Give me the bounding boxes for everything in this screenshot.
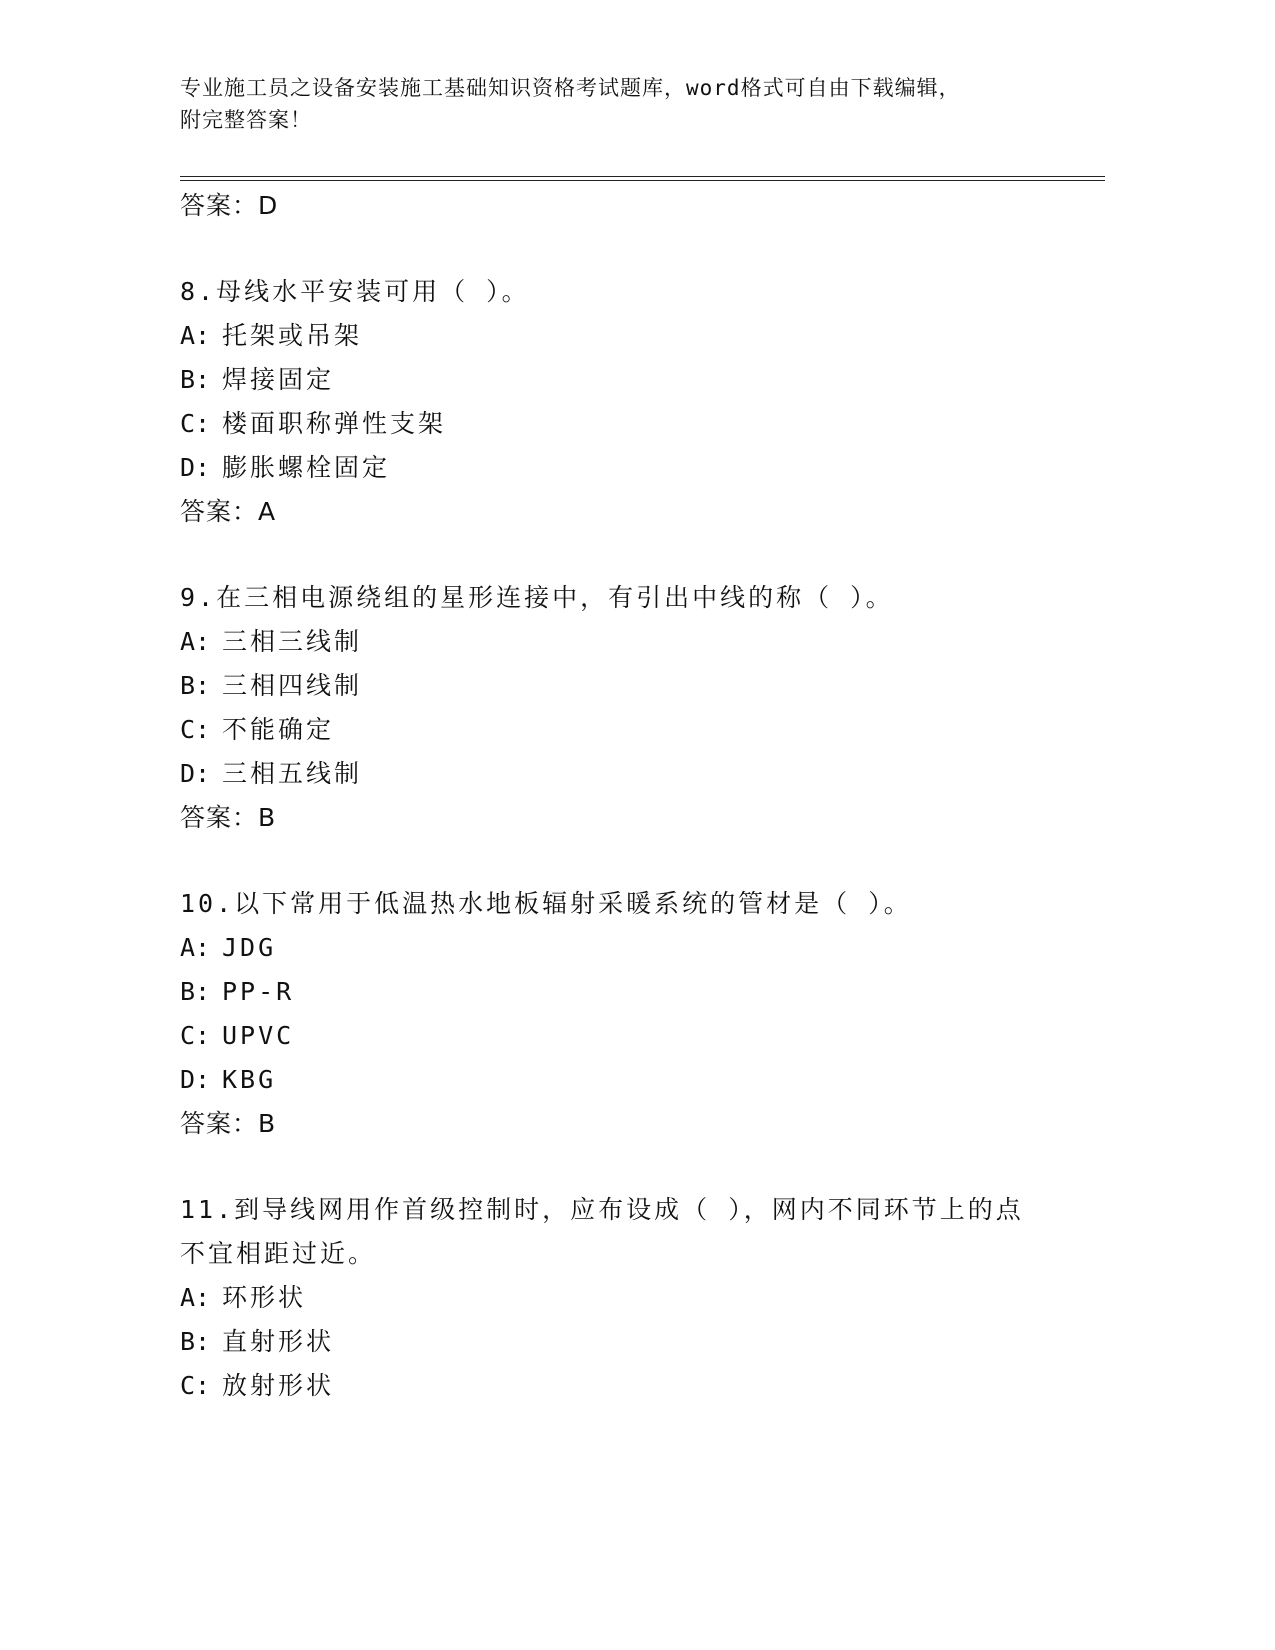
option-c [180,402,1080,446]
option-c [180,708,1080,752]
answer-line: 答案：D [180,191,279,220]
page-header [180,72,1060,136]
option-a [180,1276,1080,1320]
option-d [180,1058,1080,1102]
option-text: 三相四线制 [222,671,363,700]
option-text: 不能确定 [222,715,335,744]
option-b [180,1320,1080,1364]
spacer [180,840,1080,882]
option-text: 直射形状 [222,1327,335,1356]
header-divider [180,176,1105,181]
option-d [180,446,1080,490]
option-letter: D: [180,759,211,788]
question-block [180,270,1080,534]
spacer [180,228,1080,270]
answer-line: 答案：A [180,497,277,526]
option-letter: D: [180,1065,211,1094]
option-letter: A: [180,321,211,350]
spacer [180,534,1080,576]
option-text: 焊接固定 [222,365,335,394]
option-b [180,358,1080,402]
question-list [180,184,1080,1408]
option-text: KBG [222,1065,277,1094]
option-letter: C: [180,1021,211,1050]
option-b [180,664,1080,708]
option-a [180,314,1080,358]
question-text: 10.以下常用于低温热水地板辐射采暖系统的管材是（ ）。 [180,889,912,918]
option-letter: B: [180,977,211,1006]
header-line-1: 专业施工员之设备安装施工基础知识资格考试题库，word格式可自由下载编辑， [180,76,961,100]
question-block [180,1188,1080,1408]
answer-line: 答案：B [180,1109,277,1138]
question-block [180,882,1080,1146]
option-text: UPVC [222,1021,295,1050]
option-c [180,1364,1080,1408]
option-letter: B: [180,1327,211,1356]
option-letter: C: [180,1371,211,1400]
option-a [180,620,1080,664]
option-a [180,926,1080,970]
option-letter: A: [180,627,211,656]
option-b [180,970,1080,1014]
option-letter: B: [180,365,211,394]
answer-line: 答案：B [180,803,277,832]
option-letter: A: [180,933,211,962]
question-text: 8.母线水平安装可用（ ）。 [180,277,530,306]
option-c [180,1014,1080,1058]
option-text: 楼面职称弹性支架 [222,409,447,438]
option-letter: C: [180,715,211,744]
option-letter: B: [180,671,211,700]
question-block [180,576,1080,840]
option-text: 三相五线制 [222,759,363,788]
option-text: 托架或吊架 [222,321,363,350]
option-text: 膨胀螺栓固定 [222,453,391,482]
option-text: 放射形状 [222,1371,335,1400]
option-letter: C: [180,409,211,438]
option-letter: A: [180,1283,211,1312]
header-line-2: 附完整答案！ [180,108,312,132]
option-letter: D: [180,453,211,482]
option-d [180,752,1080,796]
option-text: PP-R [222,977,295,1006]
question-text: 9.在三相电源绕组的星形连接中，有引出中线的称（ ）。 [180,583,894,612]
question-text: 11.到导线网用作首级控制时，应布设成（ ），网内不同环节上的点不宜相距过近。 [180,1195,1024,1268]
option-text: 三相三线制 [222,627,363,656]
spacer [180,1146,1080,1188]
option-text: 环形状 [222,1283,307,1312]
option-text: JDG [222,933,277,962]
